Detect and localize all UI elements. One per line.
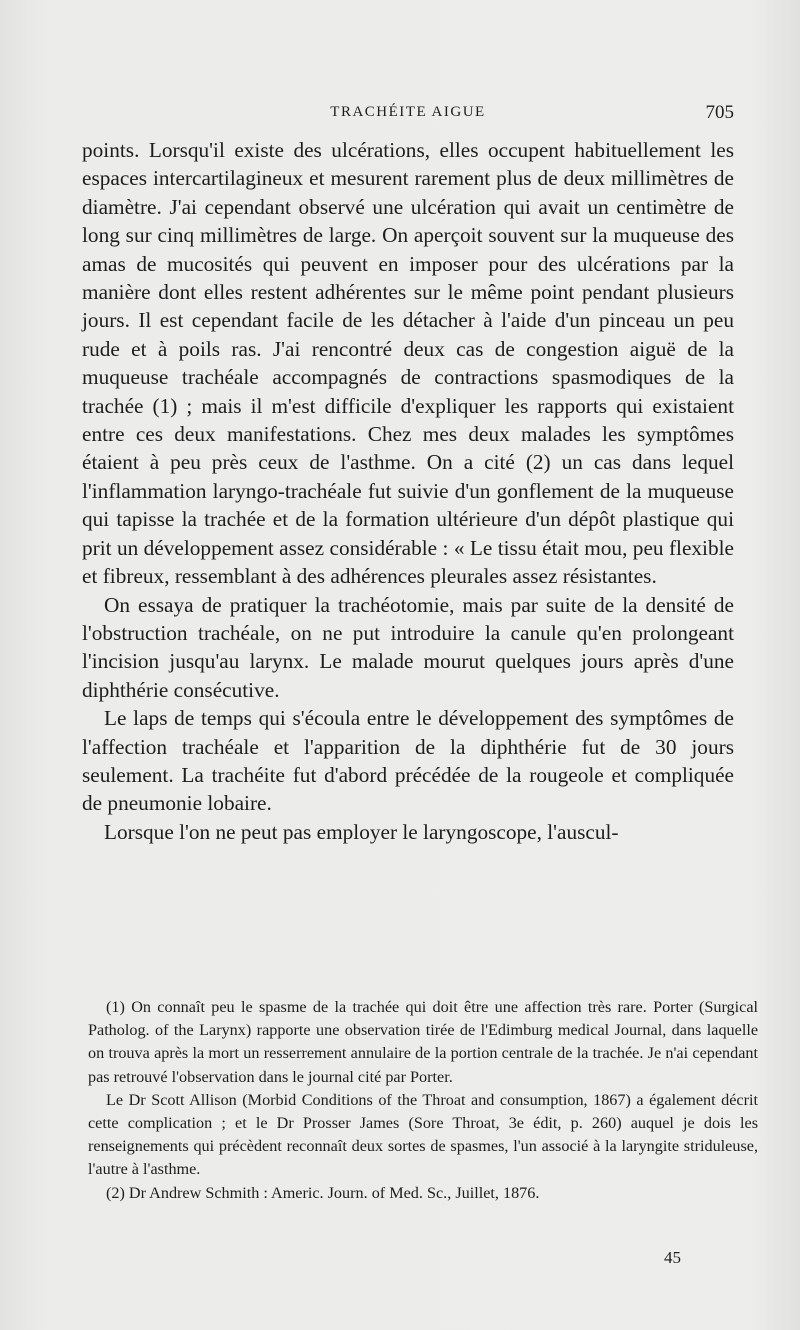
footnote: Le Dr Scott Allison (Morbid Conditions of the Throat and consumption, 1867) a également décrit cette complication ; et le Dr Prosser James (Sore Throat, 3e édit, p. 260) auquel je dois les renseignements qui précèdent reconnaît deux sortes de spasmes, l'un associé à la laryngite striduleuse, l'autre à l'asthme. (88, 1090, 758, 1179)
paragraph: Le laps de temps qui s'écoula entre le développement des symptômes de l'affection trachéale et l'apparition de la diphthérie fut de 30 jours seulement. La trachéite fut d'abord précédée de la rougeole et compliquée de pneumonie lobaire. (82, 706, 734, 816)
paragraph: On essaya de pratiquer la trachéotomie, mais par suite de la densité de l'obstruction trachéale, on ne put introduire la canule qu'en prolongeant l'incision jusqu'au larynx. Le malade mourut quelques jours après d'une diphthérie consécutive. (82, 592, 734, 702)
page-number: 705 (705, 102, 734, 123)
main-text (82, 136, 734, 846)
footnotes (88, 996, 758, 1205)
running-title: TRACHÉITE AIGUE (330, 104, 486, 120)
footnote: (2) Dr Andrew Schmith : Americ. Journ. of Med. Sc., Juillet, 1876. (106, 1183, 540, 1202)
footnote: (1) On connaît peu le spasme de la trachée qui doit être une affection très rare. Porter (Surgical Patholog. of the Larynx) rapporte une observation tirée de l'Edimburg medical Journal, dans laquelle on trouva après la mort un resserrement annulaire de la portion centrale de la trachée. Je n'ai cependant pas retrouvé l'observation dans le journal cité par Porter. (88, 998, 758, 1086)
running-header (82, 104, 734, 128)
signature-mark: 45 (664, 1248, 681, 1267)
paragraph: Lorsque l'on ne peut pas employer le laryngoscope, l'auscul- (104, 819, 619, 844)
paragraph: points. Lorsqu'il existe des ulcérations, elles occupent habituellement les espaces intercartilagineux et mesurent rarement plus de deux millimètres de diamètre. J'ai cependant observé une ulcération qui avait un centimètre de long sur cinq millimètres de large. On aperçoit souvent sur la muqueuse des amas de mucosités qui peuvent en imposer pour des ulcérations par la manière dont elles restent adhérentes sur le même point pendant plusieurs jours. Il est cependant facile de les détacher à l'aide d'un pinceau un peu rude et à poils ras. J'ai rencontré deux cas de congestion aiguë de la muqueuse trachéale accompagnés de contractions spasmodiques de la trachée (1) ; mais il m'est difficile d'expliquer les rapports qui existaient entre ces deux manifestations. Chez mes deux malades les symptômes étaient à peu près ceux de l'asthme. On a cité (2) un cas dans lequel l'inflammation laryngo-trachéale fut suivie d'un gonflement de la muqueuse qui tapisse la trachée et de la formation ultérieure d'un dépôt plastique qui prit un développement assez considérable : « Le tissu était mou, peu flexible et fibreux, ressemblant à des adhérences pleurales assez résistantes. (82, 138, 734, 589)
